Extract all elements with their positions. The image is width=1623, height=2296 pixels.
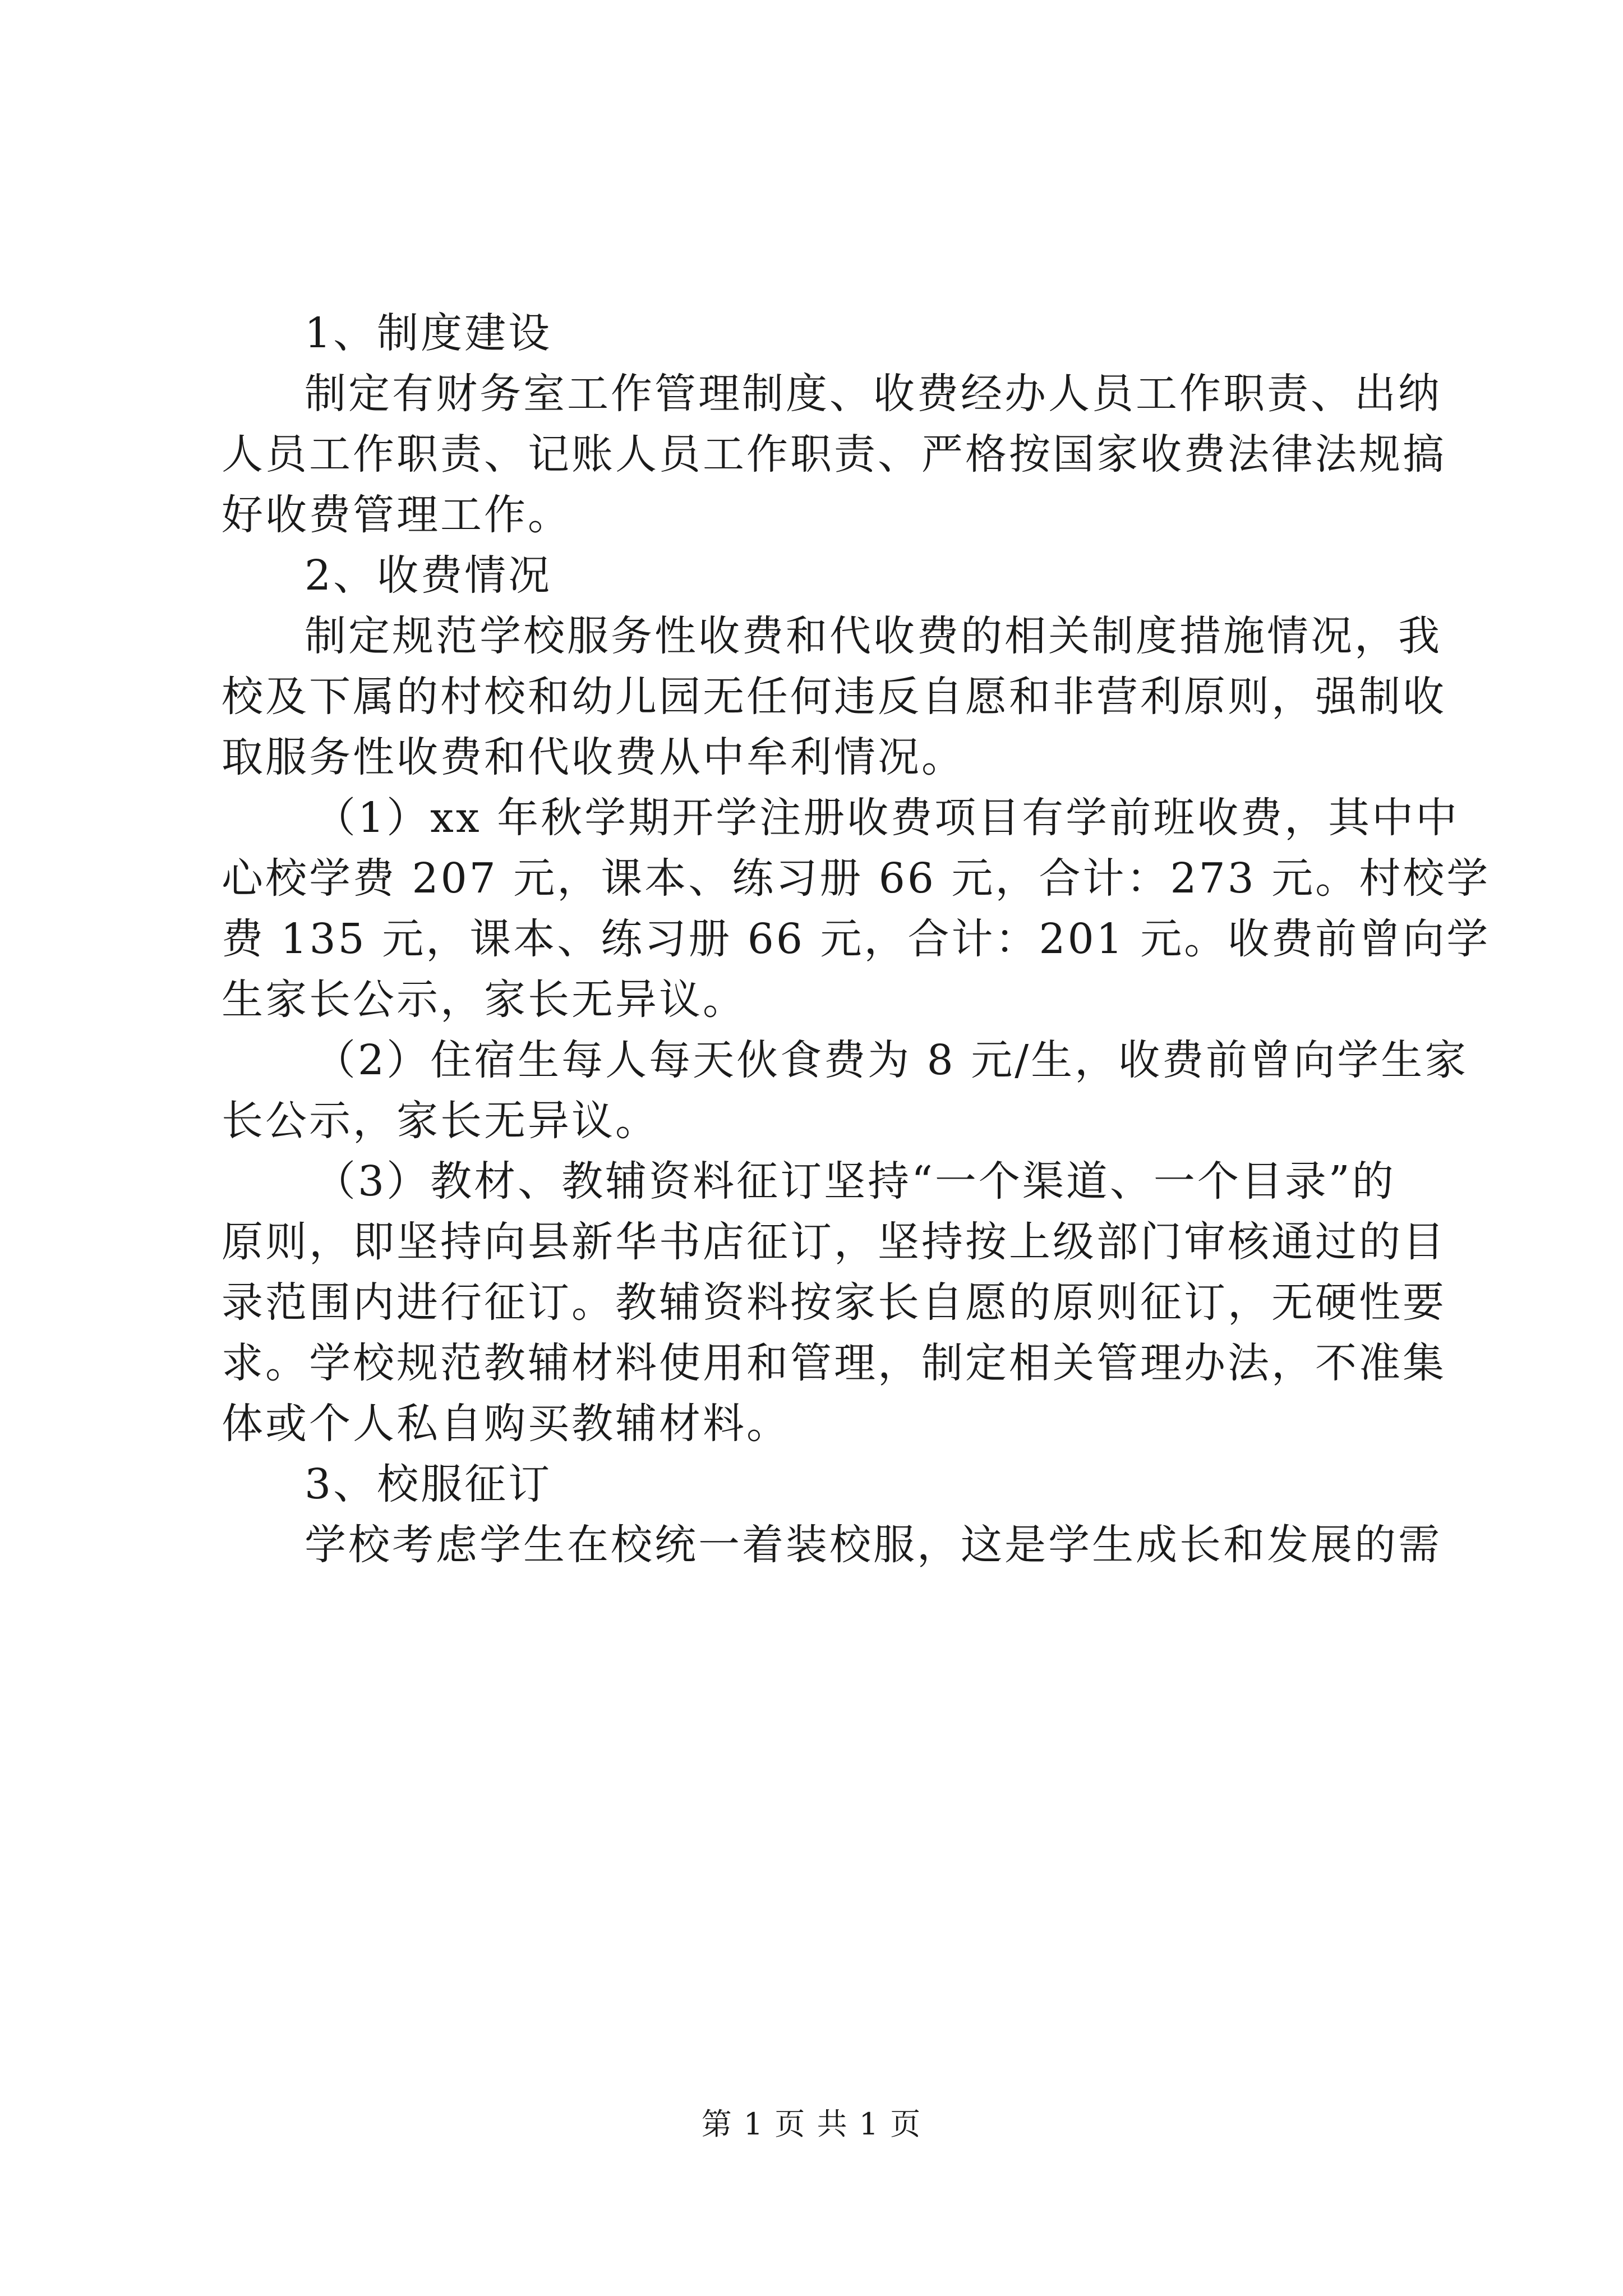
- section-heading-3: 3、校服征订: [305, 1460, 552, 1508]
- page-footer: 第 1 页 共 1 页: [701, 2106, 922, 2142]
- section-heading-2: 2、收费情况: [305, 551, 552, 600]
- paragraph-line: 学校考虑学生在校统一着装校服，这是学生成长和发展的需: [305, 1521, 1442, 1569]
- section-heading-1: 1、制度建设: [305, 309, 552, 357]
- document-body: [222, 303, 1491, 1575]
- list-item-1: （1）xx 年秋学期开学注册收费项目有学前班收费，其中中: [314, 794, 1460, 842]
- paragraph-line: 原则，即坚持向县新华书店征订，坚持按上级部门审核通过的目: [222, 1218, 1446, 1266]
- paragraph-line: 长公示，家长无异议。: [222, 1097, 659, 1145]
- paragraph-line: 生家长公示，家长无异议。: [222, 976, 746, 1024]
- paragraph-line: 心校学费 207 元，课本、练习册 66 元，合计：273 元。村校学: [222, 854, 1491, 903]
- paragraph-line: 人员工作职责、记账人员工作职责、严格按国家收费法律法规搞: [222, 430, 1446, 478]
- list-item-2: （2）住宿生每人每天伙食费为 8 元/生，收费前曾向学生家: [314, 1036, 1469, 1084]
- paragraph-line: 制定规范学校服务性收费和代收费的相关制度措施情况，我: [305, 612, 1442, 660]
- paragraph-line: 好收费管理工作。: [222, 491, 571, 539]
- paragraph-line: 制定有财务室工作管理制度、收费经办人员工作职责、出纳: [305, 370, 1442, 418]
- paragraph-line: 校及下属的村校和幼儿园无任何违反自愿和非营利原则，强制收: [222, 673, 1446, 721]
- list-item-3: （3）教材、教辅资料征订坚持“一个渠道、一个目录”的: [314, 1157, 1396, 1205]
- paragraph-line: 取服务性收费和代收费从中牟利情况。: [222, 733, 965, 781]
- paragraph-line: 费 135 元，课本、练习册 66 元，合计：201 元。收费前曾向学: [222, 915, 1491, 963]
- paragraph-line: 求。学校规范教辅材料使用和管理，制定相关管理办法，不准集: [222, 1339, 1446, 1387]
- paragraph-line: 录范围内进行征订。教辅资料按家长自愿的原则征订，无硬性要: [222, 1278, 1446, 1327]
- paragraph-line: 体或个人私自购买教辅材料。: [222, 1400, 790, 1448]
